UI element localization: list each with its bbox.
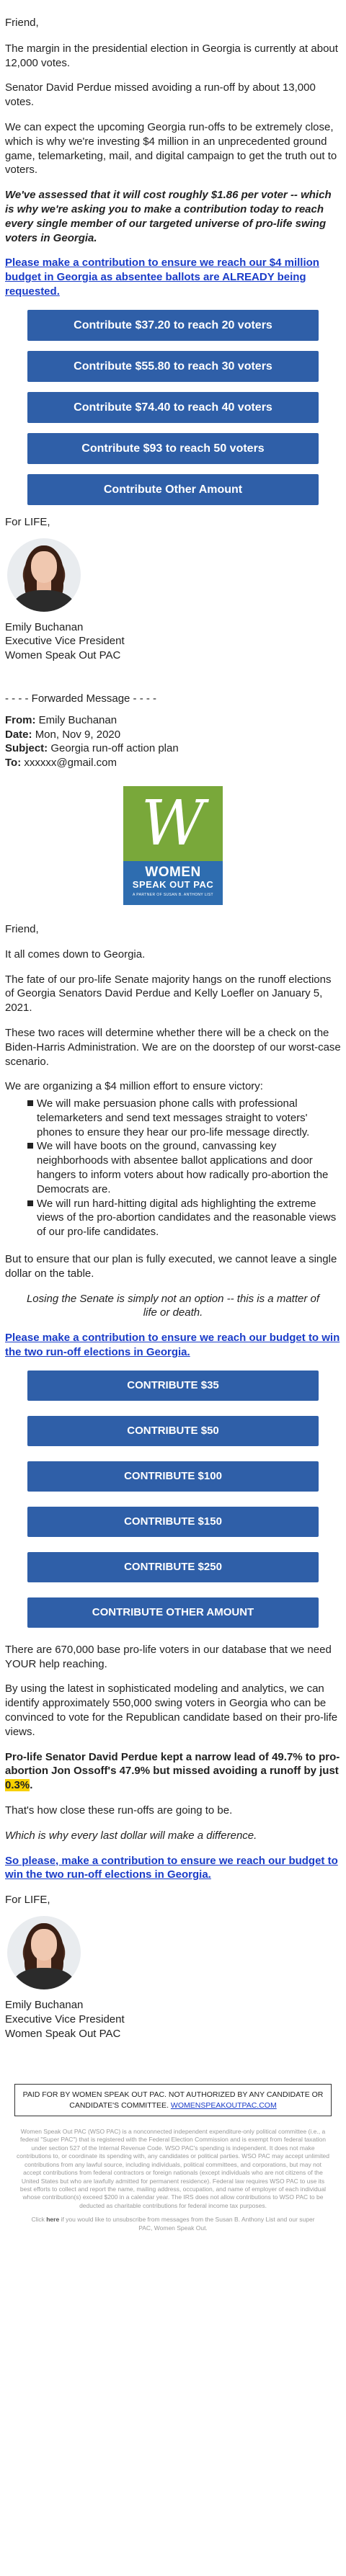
contribute-150-button[interactable]: CONTRIBUTE $150 bbox=[27, 1507, 319, 1537]
highlight-margin: 0.3% bbox=[5, 1779, 30, 1792]
contribute-buttons-top bbox=[5, 310, 341, 505]
body-paragraph: The fate of our pro-life Senate majority hangs on the runoff elections of Georgia Senators David Perdue and Kelly Loefler on January 5, 2021. bbox=[5, 973, 332, 1015]
to-label: To: bbox=[5, 757, 22, 770]
date-value: Mon, Nov 9, 2020 bbox=[35, 728, 121, 741]
closing-paragraph: That's how close these run-offs are going to be. bbox=[5, 1804, 233, 1817]
greeting: Friend, bbox=[5, 17, 39, 29]
intro-paragraph: The margin in the presidential election in Georgia is currently at about 12,000 votes. bbox=[5, 42, 338, 69]
signature bbox=[5, 620, 341, 663]
closing-bold-paragraph: Pro-life Senator David Perdue kept a narrow lead of 49.7% to pro-abortion Jon Ossoff's 47.9% but missed avoiding a runoff by just 0.3%. bbox=[5, 1750, 340, 1792]
contribute-50-voters-button[interactable]: Contribute $93 to reach 50 voters bbox=[27, 433, 319, 464]
contribute-40-voters-button[interactable]: Contribute $74.40 to reach 40 voters bbox=[27, 392, 319, 423]
avatar bbox=[7, 538, 81, 612]
from-value: Emily Buchanan bbox=[38, 713, 117, 726]
logo-line1: WOMEN bbox=[145, 864, 201, 880]
list-item: We will run hard-hitting digital ads highlighting the extreme views of the pro-abortion candidates and the reasonable views of our pro-life candidates. bbox=[37, 1197, 341, 1239]
signature-name: Emily Buchanan bbox=[5, 620, 84, 633]
body-paragraph: But to ensure that our plan is fully executed, we cannot leave a single dollar on the table. bbox=[5, 1253, 337, 1280]
list-item: We will make persuasion phone calls with professional telemarketers and send text messages straight to voters' phones to ensure they hear our pro-life message directly. bbox=[37, 1097, 341, 1139]
signature-name: Emily Buchanan bbox=[5, 1999, 84, 2011]
contribute-link[interactable]: Please make a contribution to ensure we reach our $4 million budget in Georgia as absentee ballots are ALREADY being requested. bbox=[5, 257, 319, 298]
paid-for-disclaimer bbox=[14, 2084, 332, 2116]
subject-label: Subject: bbox=[5, 742, 48, 755]
closing-paragraph: There are 670,000 base pro-life voters in our database that we need YOUR help reaching. bbox=[5, 1643, 332, 1670]
contribute-other-amount-button[interactable]: CONTRIBUTE OTHER AMOUNT bbox=[27, 1597, 319, 1628]
signature-title: Executive Vice President bbox=[5, 635, 125, 648]
logo-line2: SPEAK OUT PAC bbox=[132, 878, 214, 890]
avatar bbox=[7, 1916, 81, 1989]
date-label: Date: bbox=[5, 728, 32, 741]
contribute-other-amount-button[interactable]: Contribute Other Amount bbox=[27, 474, 319, 505]
contribute-20-voters-button[interactable]: Contribute $37.20 to reach 20 voters bbox=[27, 310, 319, 341]
forwarded-header bbox=[5, 713, 341, 770]
signoff: For LIFE, bbox=[5, 1894, 50, 1907]
to-value: xxxxxx@gmail.com bbox=[24, 757, 117, 770]
contribute-link[interactable]: So please, make a contribution to ensure we reach our budget to win the two run-off elections in Georgia. bbox=[5, 1854, 338, 1881]
plan-list bbox=[5, 1097, 341, 1239]
contribute-30-voters-button[interactable]: Contribute $55.80 to reach 30 voters bbox=[27, 351, 319, 382]
logo-letter: W bbox=[141, 787, 205, 860]
forwarded-divider: - - - - Forwarded Message - - - - bbox=[5, 692, 157, 705]
contribute-35-button[interactable]: CONTRIBUTE $35 bbox=[27, 1371, 319, 1401]
intro-bold-paragraph: We've assessed that it will cost roughly $1.86 per voter -- which is why we're asking you to make a contribution today to reach every single member of our targeted universe of pro-life swing voters in Georgia. bbox=[5, 189, 332, 244]
unsubscribe-link[interactable]: here bbox=[46, 2216, 60, 2224]
logo-sub: A PARTNER OF SUSAN B. ANTHONY LIST bbox=[133, 892, 213, 897]
body-paragraph: It all comes down to Georgia. bbox=[5, 948, 146, 961]
signoff: For LIFE, bbox=[5, 515, 50, 528]
signature-org: Women Speak Out PAC bbox=[5, 2027, 121, 2040]
intro-paragraph: We can expect the upcoming Georgia run-offs to be extremely close, which is why we're investing $4 million in an unprecedented ground game, telemarketing, mail, and digital campaign to get the truth out to voters. bbox=[5, 120, 337, 177]
contribute-buttons-bottom bbox=[5, 1371, 341, 1628]
contribute-link[interactable]: Please make a contribution to ensure we reach our budget to win the two run-off elections in Georgia. bbox=[5, 1332, 340, 1359]
contribute-250-button[interactable]: CONTRIBUTE $250 bbox=[27, 1552, 319, 1582]
email-body bbox=[0, 16, 346, 2041]
body-paragraph: These two races will determine whether there will be a check on the Biden-Harris Administration. We are on the doorstep of our worst-case scenario. bbox=[5, 1026, 341, 1068]
legal-fine-print: Women Speak Out PAC (WSO PAC) is a nonconnected independent expenditure-only political committee (i.e., a federal "Super PAC") that is registered with the Federal Election Commission and is exempt from federal taxation under section 527 of the Internal Revenue Code. WSO PAC's spending is independent. It does not make contributions to, or coordinate its spending with, any candidates or political parties. WSO PAC may accept unlimited contributions from any lawful source, including individuals, political committees, and corporations, but may not accept contributions from federal contractors or foreign nationals (except individuals who are not citizens of the United States but who are lawfully admitted for permanent residence). Federal law requires WSO PAC to use its best efforts to collect and report the name, mailing address, occupation, and name of employer of each individual whose contribution(s) exceed $200 in a calendar year. The IRS does not allow contributions to WSO PAC to be deducted as charitable contributions for federal income tax purposes. bbox=[16, 2127, 330, 2209]
contribute-50-button[interactable]: CONTRIBUTE $50 bbox=[27, 1416, 319, 1446]
closing-paragraph: By using the latest in sophisticated modeling and analytics, we can identify approximately 550,000 swing voters in Georgia who can be convinced to vote for the Republican candidate based on their pro-life views. bbox=[5, 1683, 338, 1738]
contribute-100-button[interactable]: CONTRIBUTE $100 bbox=[27, 1461, 319, 1492]
unsubscribe-text: Click here if you would like to unsubscribe from messages from the Susan B. Anthony List and our super PAC, Women Speak Out. bbox=[31, 2216, 315, 2232]
intro-paragraph: Senator David Perdue missed avoiding a run-off by about 13,000 votes. bbox=[5, 81, 316, 109]
body-greeting: Friend, bbox=[5, 922, 39, 935]
women-speak-out-pac-logo bbox=[123, 786, 223, 905]
body-paragraph: We are organizing a $4 million effort to ensure victory: bbox=[5, 1080, 263, 1093]
signature-org: Women Speak Out PAC bbox=[5, 649, 121, 662]
closing-italic: Which is why every last dollar will make a difference. bbox=[5, 1829, 257, 1842]
list-item: We will have boots on the ground, canvassing key neighborhoods with absentee ballot applications and door hangers to inform voters about how radically pro-abortion the Democrats are. bbox=[37, 1139, 341, 1196]
quote: Losing the Senate is simply not an option -- this is a matter of life or death. bbox=[26, 1292, 320, 1319]
website-link[interactable]: WOMENSPEAKOUTPAC.COM bbox=[170, 2100, 277, 2110]
subject-value: Georgia run-off action plan bbox=[50, 742, 179, 755]
paid-for-text: PAID FOR BY WOMEN SPEAK OUT PAC. NOT AUTHORIZED BY ANY CANDIDATE OR CANDIDATE'S COMMITTEE. bbox=[22, 2090, 324, 2110]
signature-title: Executive Vice President bbox=[5, 2013, 125, 2025]
from-label: From: bbox=[5, 713, 36, 726]
signature bbox=[5, 1998, 341, 2041]
